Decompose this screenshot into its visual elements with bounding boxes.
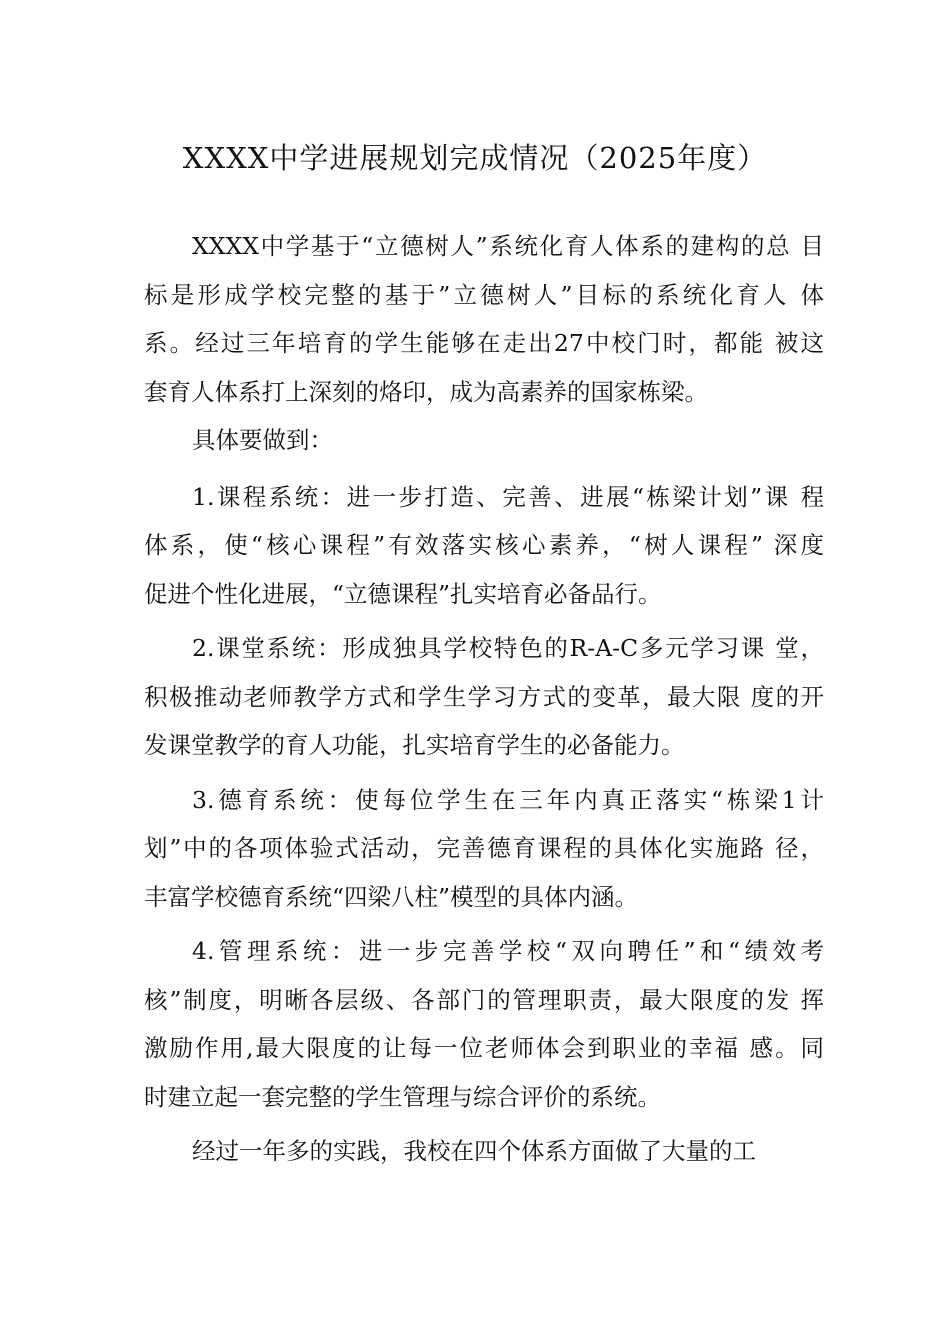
text-line: 经过一年多的实践，我校在四个体系方面做了大量的工 — [192, 1137, 756, 1165]
text-line: XXXX中学基于“立德树人”系统化育人体系的建构的总 目 — [192, 232, 824, 260]
paragraph-practice-summary — [144, 1127, 824, 1176]
text-line: 丰富学校德育系统“四梁八柱”模型的具体内涵。 — [144, 882, 639, 911]
text-line: 激励作用,最大限度的让每一位老师体会到职业的幸福 感。同 — [144, 1034, 824, 1062]
paragraph-moral-education-system — [144, 776, 824, 922]
text-line: 核”制度，明晰各层级、各部门的管理职责，最大限度的发 挥 — [144, 985, 824, 1014]
text-line: 4.管理系统：进一步完善学校“双向聘任”和“绩效考 — [192, 937, 824, 965]
document-title: XXXX中学进展规划完成情况（2025年度） — [182, 141, 768, 175]
text-line: 套育人体系打上深刻的烙印，成为高素养的国家栋梁。 — [144, 377, 708, 406]
text-line: 3.德育系统：使每位学生在三年内真正落实“栋梁1计 — [192, 785, 824, 814]
text-line: 体系，使“核心课程”有效落实核心素养，“树人课程” 深度 — [144, 531, 824, 559]
paragraph-classroom-system — [144, 624, 824, 770]
paragraph-curriculum-system — [144, 473, 824, 619]
text-line: 1.课程系统：进一步打造、完善、进展“栋梁计划”课 程 — [192, 482, 824, 511]
paragraph-specifics-heading — [144, 416, 824, 465]
text-line: 促进个性化进展，“立德课程”扎实培育必备品行。 — [144, 579, 662, 608]
text-line: 具体要做到： — [192, 426, 333, 454]
text-line: 系。经过三年培育的学生能够在走出27中校门时，都能 被这 — [144, 329, 824, 357]
text-line: 2.课堂系统：形成独具学校特色的R-A-C多元学习课 堂， — [192, 634, 824, 662]
paragraph-intro — [144, 222, 824, 416]
text-line: 划”中的各项体验式活动，完善德育课程的具体化实施路 径， — [144, 834, 824, 862]
text-line: 积极推动老师教学方式和学生学习方式的变革，最大限 度的开 — [144, 682, 824, 711]
document-body — [144, 222, 824, 1176]
text-line: 发课堂教学的育人功能，扎实培育学生的必备能力。 — [144, 731, 685, 759]
paragraph-management-system — [144, 927, 824, 1121]
text-line: 时建立起一套完整的学生管理与综合评价的系统。 — [144, 1082, 661, 1111]
text-line: 标是形成学校完整的基于”立德树人”目标的系统化育人 体 — [144, 280, 824, 309]
